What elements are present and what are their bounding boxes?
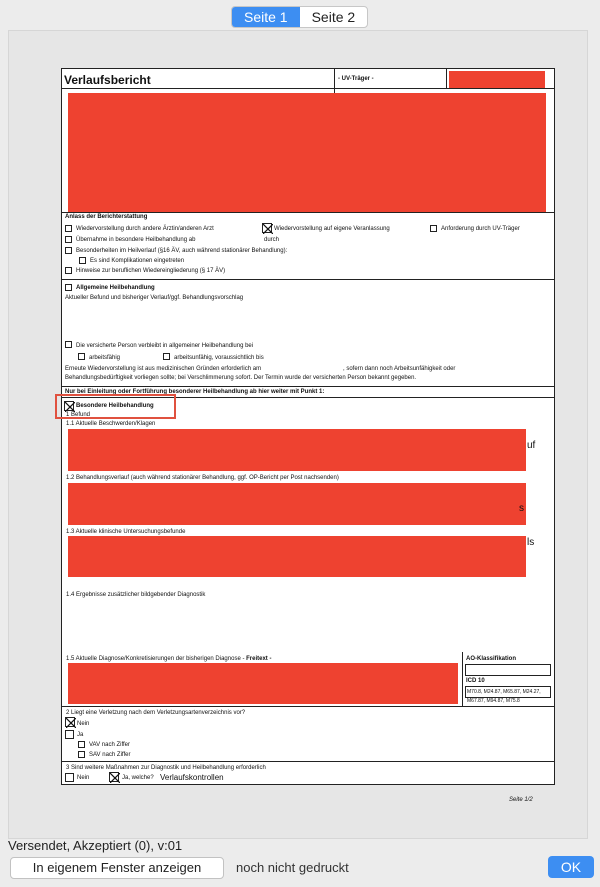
divider (61, 386, 554, 387)
question-3: 3 Sind weitere Maßnahmen zur Diagnostik und Heilbehandlung erforderlich (66, 765, 266, 771)
redacted-block (68, 536, 526, 577)
section-1-3: 1.3 Aktuelle klinische Untersuchungsbefunde (66, 529, 186, 535)
checkbox-anforderung[interactable] (430, 225, 437, 232)
tab-seite-1[interactable]: Seite 1 (232, 7, 300, 27)
erneute-text-b: , sofern dann noch Arbeitsunfähigkeit oder (343, 366, 456, 372)
redacted-block (68, 429, 526, 471)
divider (61, 212, 554, 213)
verbleibt-label: Die versicherte Person verbleibt in allgemeiner Heilbehandlung bei (76, 343, 254, 349)
allgemeine-subtitle: Aktueller Befund und bisheriger Verlauf/ggf. Behandlungsvorschlag (65, 295, 244, 301)
q2-nein-label: Nein (77, 721, 90, 727)
befund-label: 1 Befund (66, 412, 91, 418)
redacted-block (68, 483, 526, 525)
checkbox-q3-nein[interactable] (65, 773, 74, 782)
checkbox-arbeitsfaehig[interactable] (78, 353, 85, 360)
checkbox-allgemeine[interactable] (65, 284, 72, 291)
q2-ja-label: Ja (77, 732, 84, 738)
checkbox-wiedervorstellung-andere[interactable] (65, 225, 72, 232)
icd-codes: M70.8, M24.87, M65.87, M24.27, (467, 689, 541, 695)
highlight-box (55, 394, 176, 419)
option-label: Wiedervorstellung durch andere Ärztin/anderen Arzt (76, 226, 214, 232)
redacted-block (68, 663, 458, 704)
tab-seite-2[interactable]: Seite 2 (311, 9, 356, 25)
section-1-2: 1.2 Behandlungsverlauf (auch während stationärer Behandlung, ggf. OP-Bericht per Post nachsenden) (66, 475, 339, 481)
q3-answer: Verlaufskontrollen (160, 773, 224, 782)
option-label: Besonderheiten im Heilverlauf (§16 ÄV, auch während stationärer Behandlung): (76, 248, 288, 254)
checkbox-komplikationen[interactable] (79, 257, 86, 264)
allgemeine-heading: Allgemeine Heilbehandlung (76, 285, 155, 291)
checkbox-hinweise[interactable] (65, 267, 72, 274)
send-status: Versendet, Akzeptiert (0), v:01 (8, 838, 183, 853)
text-fragment: s (519, 503, 524, 514)
document-title: Verlaufsbericht (64, 73, 151, 87)
checkbox-arbeitsunfaehig[interactable] (163, 353, 170, 360)
checkbox-q2-ja[interactable] (65, 730, 74, 739)
besondere-heading: Besondere Heilbehandlung (76, 403, 154, 409)
section-1-4: 1.4 Ergebnisse zusätzlicher bildgebender Diagnostik (66, 592, 206, 598)
divider (61, 761, 554, 762)
checkbox-besonderheiten[interactable] (65, 247, 72, 254)
icd-label: ICD 10 (466, 678, 485, 684)
print-status: noch nicht gedruckt (236, 860, 349, 875)
nur-bei-text: Nur bei Einleitung oder Fortführung besonderer Heilbehandlung ab hier weiter mit Punkt 1: (65, 389, 325, 395)
section-1-5: 1.5 Aktuelle Diagnose/Konkretisierungen der bisherigen Diagnose - Freitext - (66, 656, 272, 662)
ok-button[interactable]: OK (548, 856, 594, 878)
text-fragment: ls (527, 537, 535, 548)
uv-traeger-label: - UV-Träger - (338, 76, 374, 82)
option-label: Übernahme in besondere Heilbehandlung ab (76, 237, 196, 243)
checkbox-uebernahme[interactable] (65, 236, 72, 243)
text-fragment: uf (527, 440, 536, 451)
checkbox-sav[interactable] (78, 751, 85, 758)
divider (61, 706, 554, 707)
erneute-text: Erneute Wiedervorstellung ist aus medizinischen Gründen erforderlich am (65, 366, 262, 372)
section-1-1: 1.1 Aktuelle Beschwerden/Klagen (66, 421, 156, 427)
option-label: Hinweise zur beruflichen Wiedereingliederung (§ 17 ÄV) (76, 268, 226, 274)
arbeitsunfaehig-label: arbeitsunfähig, voraussichtlich bis (174, 355, 264, 361)
erneute-text-2: Behandlungsbedürftigkeit vorliegen sollte; bei Verschlimmerung sofort. Der Termin wurde der versicherten Person bekannt gegeben. (65, 375, 417, 381)
page-number: Seite 1/2 (509, 797, 533, 803)
check-x-icon (263, 224, 273, 234)
checkbox-q3-ja[interactable] (109, 772, 119, 782)
arbeitsfaehig-label: arbeitsfähig (89, 355, 121, 361)
checkbox-q2-nein[interactable] (65, 717, 75, 727)
ao-field[interactable] (465, 664, 551, 676)
divider (462, 652, 463, 706)
option-label: Wiedervorstellung auf eigene Veranlassung (274, 226, 390, 232)
sav-label: SAV nach Ziffer (89, 752, 131, 758)
check-x-icon (110, 773, 120, 783)
check-x-icon (66, 718, 76, 728)
redacted-block (449, 71, 545, 88)
vav-label: VAV nach Ziffer (89, 742, 131, 748)
anlass-heading: Anlass der Berichterstattung (65, 214, 148, 220)
divider (61, 279, 554, 280)
option-label: Es sind Komplikationen eingetreten (90, 258, 185, 264)
question-2: 2 Liegt eine Verletzung nach dem Verletzungsartenverzeichnis vor? (66, 710, 246, 716)
open-in-window-button[interactable]: In eigenem Fenster anzeigen (10, 857, 224, 879)
checkbox-vav[interactable] (78, 741, 85, 748)
durch-label: durch (264, 237, 280, 243)
checkbox-verbleibt[interactable] (65, 341, 72, 348)
ao-label: AO-Klassifikation (466, 656, 517, 662)
divider (61, 88, 554, 89)
checkbox-wiedervorstellung-eigene[interactable] (262, 223, 272, 233)
option-label: Anforderung durch UV-Träger (441, 226, 520, 232)
redacted-block (68, 93, 546, 212)
icd-codes-2: M67.87, M94.87, M75.8 (467, 698, 520, 704)
q3-nein-label: Nein (77, 775, 90, 781)
q3-ja-label: Ja, welche? (122, 775, 154, 781)
divider (446, 68, 447, 88)
